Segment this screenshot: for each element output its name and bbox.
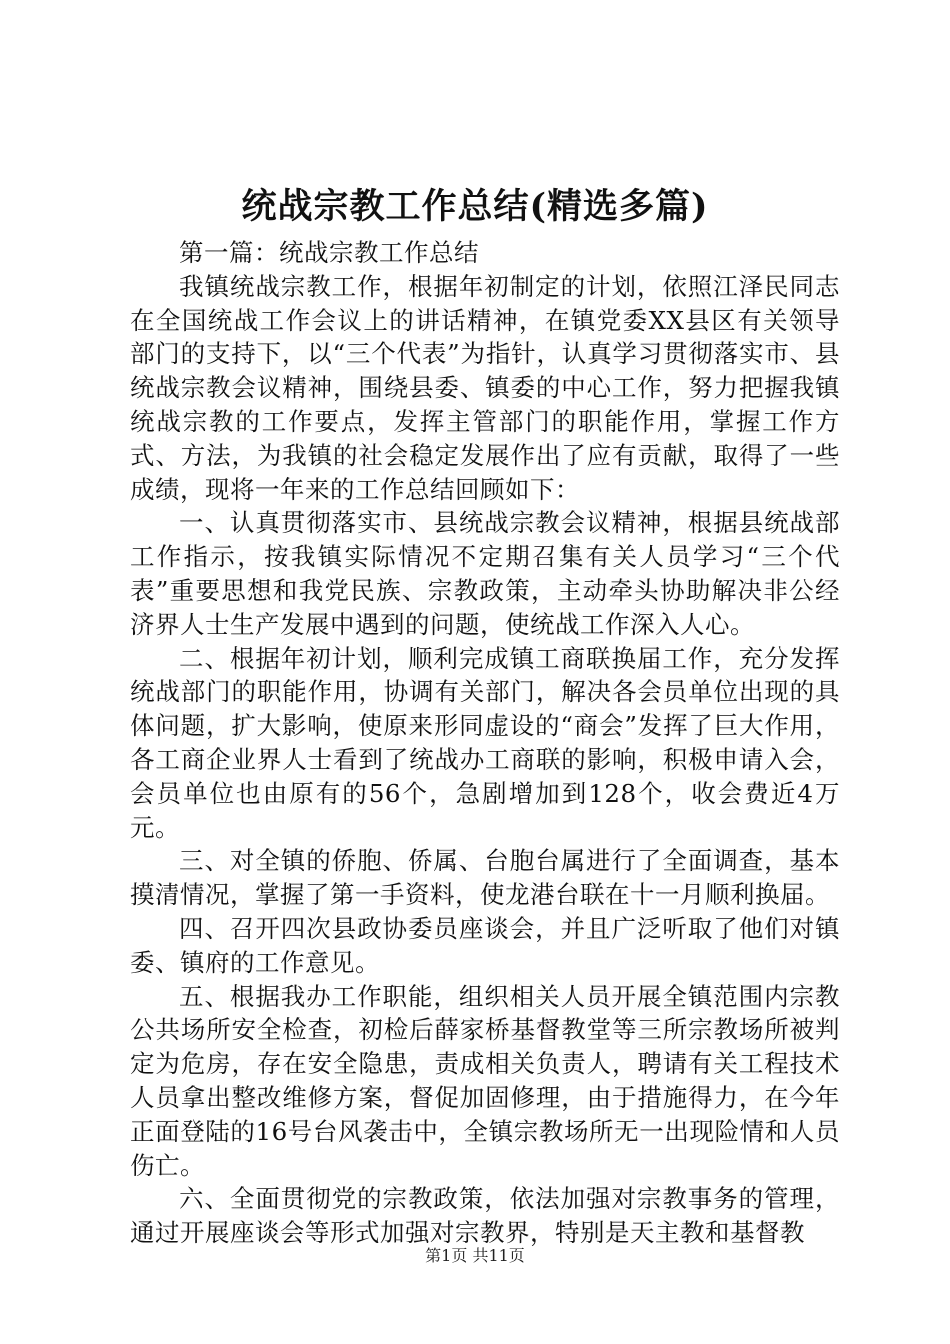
paragraph-intro: 我镇统战宗教工作，根据年初制定的计划，依照江泽民同志在全国统战工作会议上的讲话精神，在镇党委XX县区有关领导部门的支持下，以“三个代表”为指针，认真学习贯彻落实市、县统战宗教会议精神，围绕县委、镇委的中心工作，努力把握我镇统战宗教的工作要点，发挥主管部门的职能作用，掌握工作方式、方法，为我镇的社会稳定发展作出了应有贡献，取得了一些成绩，现将一年来的工作总结回顾如下： bbox=[130, 271, 840, 504]
page-number-footer: 第1页 共11页 bbox=[425, 1246, 525, 1265]
paragraph-item-1: 一、认真贯彻落实市、县统战宗教会议精神，根据县统战部工作指示，按我镇实际情况不定期召集有关人员学习“三个代表”重要思想和我党民族、宗教政策，主动牵头协助解决非公经济界人士生产发展中遇到的问题，使统战工作深入人心。 bbox=[130, 508, 840, 639]
paragraph-item-2: 二、根据年初计划，顺利完成镇工商联换届工作，充分发挥统战部门的职能作用，协调有关部门，解决各会员单位出现的具体问题，扩大影响，使原来形同虚设的“商会”发挥了巨大作用，各工商企业界人士看到了统战办工商联的影响，积极申请入会，会员单位也由原有的56个，急剧增加到128个，收会费近4万元。 bbox=[130, 643, 840, 842]
paragraph-item-6: 六、全面贯彻党的宗教政策，依法加强对宗教事务的管理，通过开展座谈会等形式加强对宗教界，特别是天主教和基督教 bbox=[130, 1184, 840, 1248]
document-body bbox=[130, 236, 840, 1250]
document-title: 统战宗教工作总结(精选多篇) bbox=[241, 186, 709, 227]
section-heading: 第一篇：统战宗教工作总结 bbox=[179, 238, 479, 267]
paragraph-item-3: 三、对全镇的侨胞、侨属、台胞台属进行了全面调查，基本摸清情况，掌握了第一手资料，使龙港台联在十一月顺利换届。 bbox=[130, 846, 840, 910]
paragraph-item-5: 五、根据我办工作职能，组织相关人员开展全镇范围内宗教公共场所安全检查，初检后薛家桥基督教堂等三所宗教场所被判定为危房，存在安全隐患，责成相关负责人，聘请有关工程技术人员拿出整改维修方案，督促加固修理，由于措施得力，在今年正面登陆的16号台风袭击中，全镇宗教场所无一出现险情和人员伤亡。 bbox=[130, 981, 840, 1180]
paragraph-item-4: 四、召开四次县政协委员座谈会，并且广泛听取了他们对镇委、镇府的工作意见。 bbox=[130, 913, 840, 977]
